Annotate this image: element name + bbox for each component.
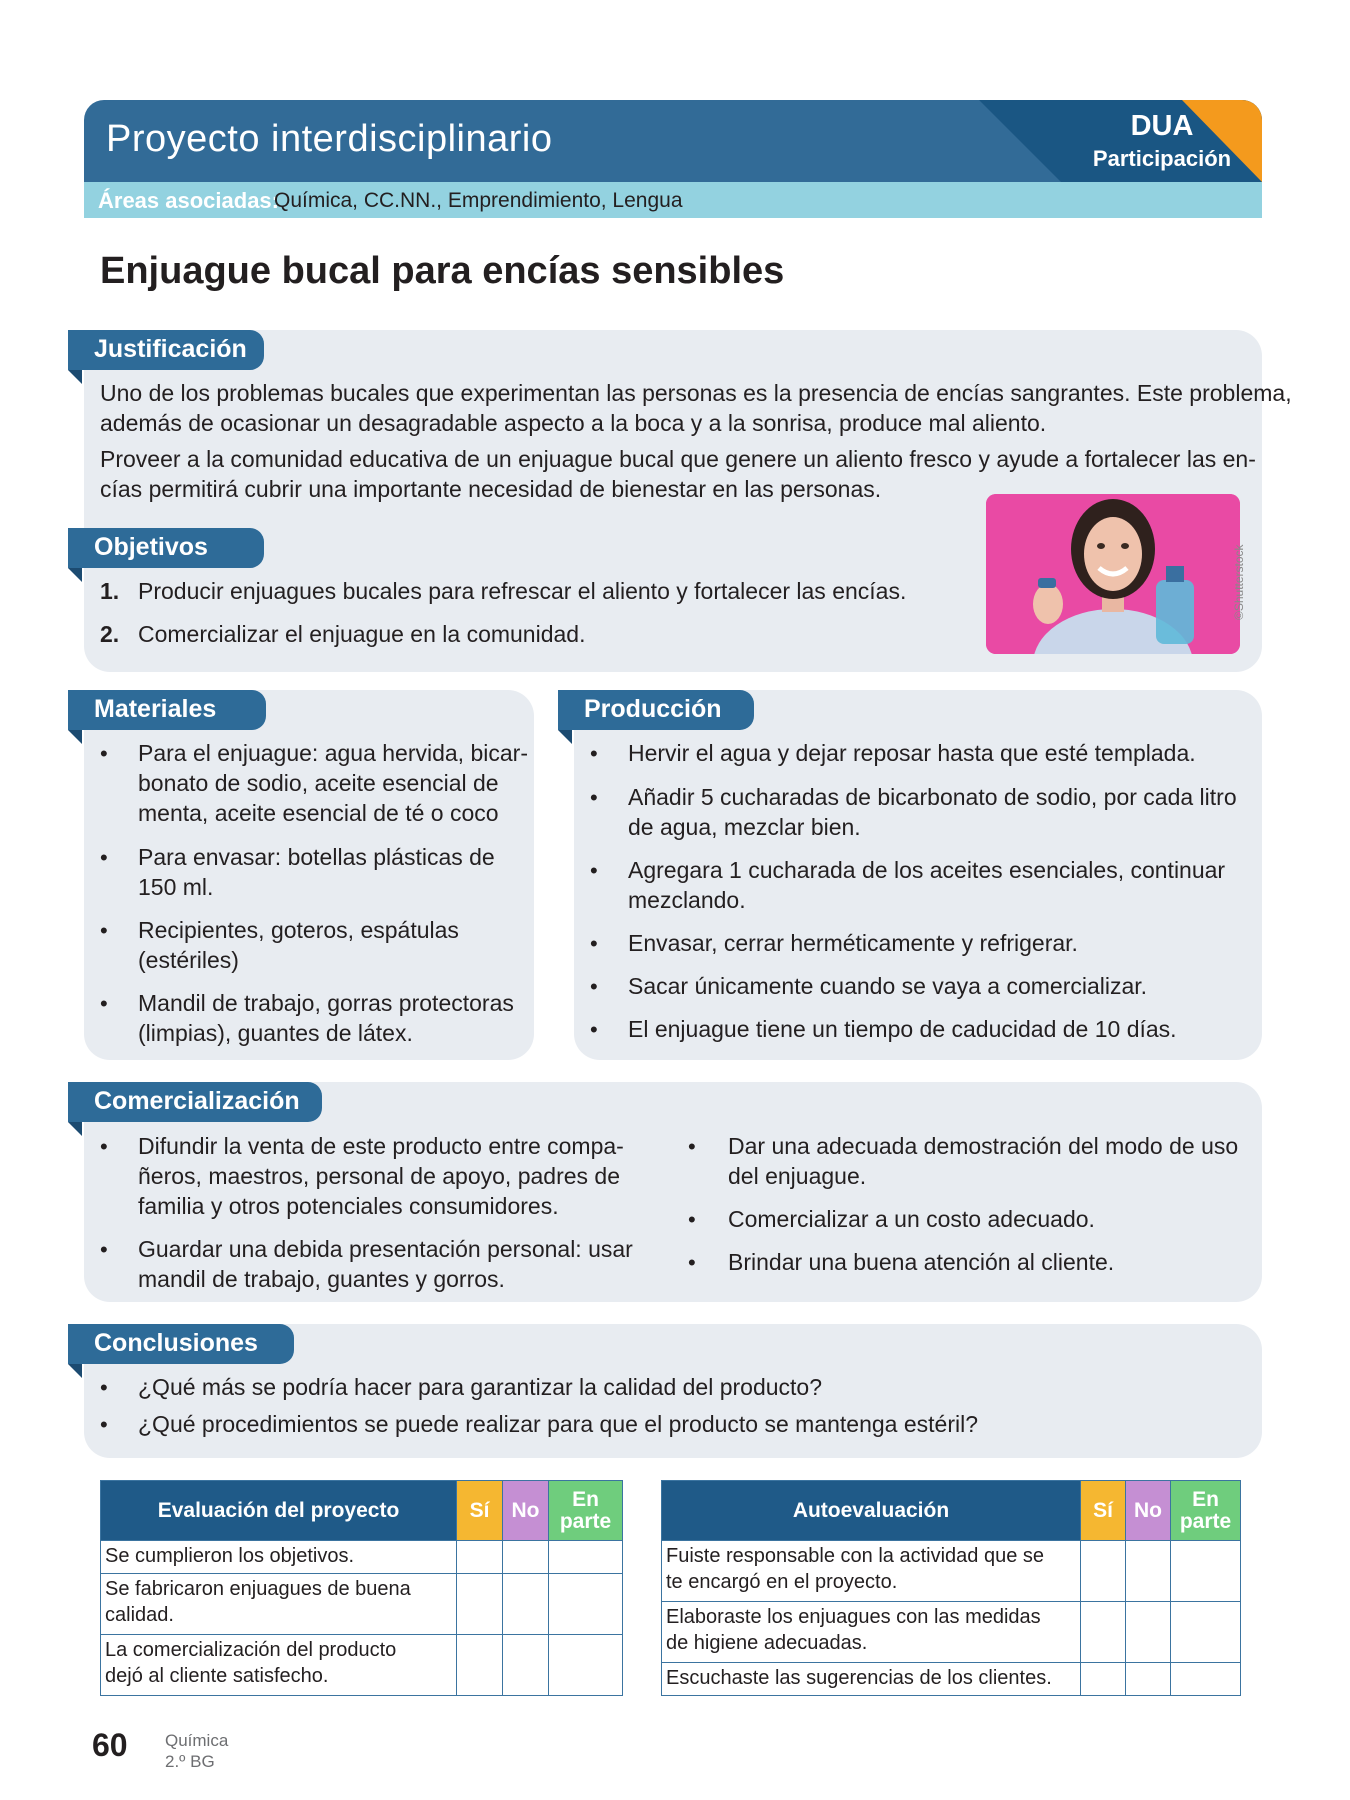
- production-line: Hervir el agua y dejar reposar hasta que esté templada.: [628, 740, 1196, 766]
- check-en-parte-cell[interactable]: [549, 1635, 623, 1696]
- check-en-parte-cell[interactable]: [1171, 1663, 1241, 1696]
- self-evaluation-table: [661, 1480, 1241, 1696]
- conclusions-heading: Conclusiones: [68, 1324, 294, 1364]
- criterion-text: Se fabricaron enjuagues de buena: [105, 1578, 411, 1600]
- col-en: En: [1192, 1487, 1219, 1511]
- material-line: Mandil de trabajo, gorras protectoras: [138, 990, 514, 1016]
- evaluation-header: Evaluación del proyecto: [101, 1481, 457, 1541]
- criterion-text: Se cumplieron los objetivos.: [105, 1545, 355, 1567]
- page-title: Enjuague bucal para encías sensibles: [100, 250, 785, 292]
- material-line: Para el enjuague: agua hervida, bicar-: [138, 740, 528, 766]
- check-en-parte-cell[interactable]: [1171, 1602, 1241, 1663]
- tab-fold: [68, 1122, 82, 1136]
- production-line: de agua, mezclar bien.: [628, 814, 861, 840]
- production-heading: Producción: [558, 690, 754, 730]
- production-line: El enjuague tiene un tiempo de caducidad de 10 días.: [628, 1016, 1177, 1042]
- col-si: Sí: [1081, 1481, 1126, 1541]
- bullet: •: [100, 1237, 108, 1262]
- criterion-text: Fuiste responsable con la actividad que se: [666, 1545, 1045, 1567]
- dua-subtitle: Participación: [1092, 146, 1232, 171]
- bullet: •: [100, 1412, 108, 1437]
- bullet: •: [100, 845, 108, 870]
- objective-text: Producir enjuagues bucales para refrescar el aliento y fortalecer las encías.: [138, 578, 907, 604]
- criterion-cell: [101, 1574, 457, 1635]
- col-no: No: [1126, 1481, 1171, 1541]
- bullet: •: [100, 991, 108, 1016]
- criterion-text: Elaboraste los enjuagues con las medidas: [666, 1606, 1041, 1628]
- criterion-text: te encargó en el proyecto.: [666, 1571, 898, 1593]
- production-line: Envasar, cerrar herméticamente y refrigerar.: [628, 930, 1078, 956]
- commercialization-line: mandil de trabajo, guantes y gorros.: [138, 1266, 505, 1292]
- dua-title: DUA: [1130, 110, 1194, 142]
- conclusion-question: ¿Qué procedimientos se puede realizar para que el producto se mantenga estéril?: [138, 1411, 978, 1437]
- material-line: (limpias), guantes de látex.: [138, 1020, 413, 1046]
- commercialization-line: Brindar una buena atención al cliente.: [728, 1249, 1115, 1275]
- commercialization-line: Comercializar a un costo adecuado.: [728, 1206, 1095, 1232]
- material-line: 150 ml.: [138, 874, 214, 900]
- bullet: •: [688, 1250, 696, 1275]
- commercialization-line: del enjuague.: [728, 1163, 867, 1189]
- justification-line: Proveer a la comunidad educativa de un enjuague bucal que genere un aliento fresco y ayude a fortalecer las en-: [100, 446, 1256, 472]
- justification-heading: Justificación: [68, 330, 264, 370]
- production-line: Sacar únicamente cuando se vaya a comercializar.: [628, 973, 1148, 999]
- justification-line: Uno de los problemas bucales que experimentan las personas es la presencia de encías sangrantes. Este problema,: [100, 380, 1292, 406]
- tab-fold: [68, 370, 82, 384]
- project-evaluation-table: [100, 1480, 623, 1696]
- banner-title: Proyecto interdisciplinario: [106, 118, 553, 160]
- material-line: bonato de sodio, aceite esencial de: [138, 770, 499, 796]
- page-number: 60: [92, 1727, 128, 1763]
- material-line: (estériles): [138, 947, 239, 973]
- check-no-cell[interactable]: [503, 1635, 549, 1696]
- criterion-cell: [662, 1541, 1081, 1602]
- areas-label: Áreas asociadas:: [98, 188, 279, 213]
- justification-line: cías permitirá cubrir una importante necesidad de bienestar en las personas.: [100, 476, 882, 502]
- col-si: Sí: [457, 1481, 503, 1541]
- material-line: menta, aceite esencial de té o coco: [138, 800, 499, 826]
- check-en-parte-cell[interactable]: [1171, 1541, 1241, 1602]
- bullet: •: [590, 741, 598, 766]
- check-si-cell[interactable]: [457, 1541, 503, 1574]
- criterion-cell: [662, 1602, 1081, 1663]
- objective-number: 2.: [100, 621, 120, 647]
- check-si-cell[interactable]: [457, 1635, 503, 1696]
- commercialization-line: familia y otros potenciales consumidores.: [138, 1193, 559, 1219]
- commercialization-line: Difundir la venta de este producto entre compa-: [138, 1133, 624, 1159]
- table-row: [101, 1541, 623, 1574]
- production-line: Agregara 1 cucharada de los aceites esenciales, continuar: [628, 857, 1226, 883]
- material-line: Para envasar: botellas plásticas de: [138, 844, 495, 870]
- criterion-text: Escuchaste las sugerencias de los clientes.: [666, 1667, 1052, 1689]
- areas-value: Química, CC.NN., Emprendimiento, Lengua: [274, 189, 683, 212]
- bullet: •: [100, 918, 108, 943]
- objective-number: 1.: [100, 578, 120, 604]
- bullet: •: [590, 931, 598, 956]
- table-row: [101, 1635, 623, 1696]
- check-no-cell[interactable]: [1126, 1541, 1171, 1602]
- table-row: [662, 1663, 1241, 1696]
- check-no-cell[interactable]: [1126, 1663, 1171, 1696]
- bullet: •: [688, 1207, 696, 1232]
- criterion-cell: [101, 1541, 457, 1574]
- table-row: [662, 1602, 1241, 1663]
- check-en-parte-cell[interactable]: [549, 1541, 623, 1574]
- col-parte: parte: [1179, 1509, 1232, 1533]
- bullet: •: [590, 974, 598, 999]
- tab-fold: [68, 730, 82, 744]
- check-si-cell[interactable]: [1081, 1602, 1126, 1663]
- col-en-parte: [1171, 1481, 1241, 1541]
- criterion-text: de higiene adecuadas.: [666, 1632, 868, 1654]
- production-line: Añadir 5 cucharadas de bicarbonato de sodio, por cada litro: [628, 784, 1237, 810]
- commercialization-line: Dar una adecuada demostración del modo de uso: [728, 1133, 1239, 1159]
- materials-heading: Materiales: [68, 690, 266, 730]
- commercialization-line: ñeros, maestros, personal de apoyo, padres de: [138, 1163, 621, 1189]
- table-row: [662, 1541, 1241, 1602]
- check-si-cell[interactable]: [1081, 1663, 1126, 1696]
- photo-credit: ©Shutterstock: [1232, 544, 1246, 620]
- footer-grade: 2.º BG: [165, 1752, 215, 1771]
- conclusion-question: ¿Qué más se podría hacer para garantizar la calidad del producto?: [138, 1374, 823, 1400]
- criterion-cell: [101, 1635, 457, 1696]
- bullet: •: [100, 1134, 108, 1159]
- table-row: [101, 1574, 623, 1635]
- associated-areas-bar: [84, 182, 1262, 218]
- check-no-cell[interactable]: [1126, 1602, 1171, 1663]
- check-no-cell[interactable]: [503, 1541, 549, 1574]
- criterion-text: calidad.: [105, 1604, 174, 1626]
- check-no-cell[interactable]: [503, 1574, 549, 1635]
- bullet: •: [100, 1375, 108, 1400]
- col-parte: parte: [559, 1509, 612, 1533]
- production-line: mezclando.: [628, 887, 746, 913]
- criterion-text: dejó al cliente satisfecho.: [105, 1665, 329, 1687]
- col-en-parte: [549, 1481, 623, 1541]
- bullet: •: [590, 858, 598, 883]
- header-banner: [84, 100, 1262, 182]
- bullet: •: [590, 1017, 598, 1042]
- bullet: •: [590, 785, 598, 810]
- tab-fold: [68, 1364, 82, 1378]
- bullet: •: [688, 1134, 696, 1159]
- self-evaluation-header: Autoevaluación: [662, 1481, 1081, 1541]
- criterion-cell: [662, 1663, 1081, 1696]
- woman-with-mouthwash-photo: [986, 494, 1240, 654]
- bullet: •: [100, 741, 108, 766]
- objectives-heading: Objetivos: [68, 528, 264, 568]
- col-en: En: [572, 1487, 599, 1511]
- material-line: Recipientes, goteros, espátulas: [138, 917, 459, 943]
- commercialization-heading: Comercialización: [68, 1082, 322, 1122]
- check-en-parte-cell[interactable]: [549, 1574, 623, 1635]
- col-no: No: [503, 1481, 549, 1541]
- footer-subject: Química: [165, 1731, 229, 1750]
- commercialization-line: Guardar una debida presentación personal: usar: [138, 1236, 633, 1262]
- objective-text: Comercializar el enjuague en la comunidad.: [138, 621, 586, 647]
- check-si-cell[interactable]: [1081, 1541, 1126, 1602]
- justification-line: además de ocasionar un desagradable aspecto a la boca y a la sonrisa, produce mal aliento.: [100, 410, 1047, 436]
- criterion-text: La comercialización del producto: [105, 1639, 397, 1661]
- tab-fold: [68, 568, 82, 582]
- check-si-cell[interactable]: [457, 1574, 503, 1635]
- tab-fold: [558, 730, 572, 744]
- photo-illustration: [986, 494, 1240, 654]
